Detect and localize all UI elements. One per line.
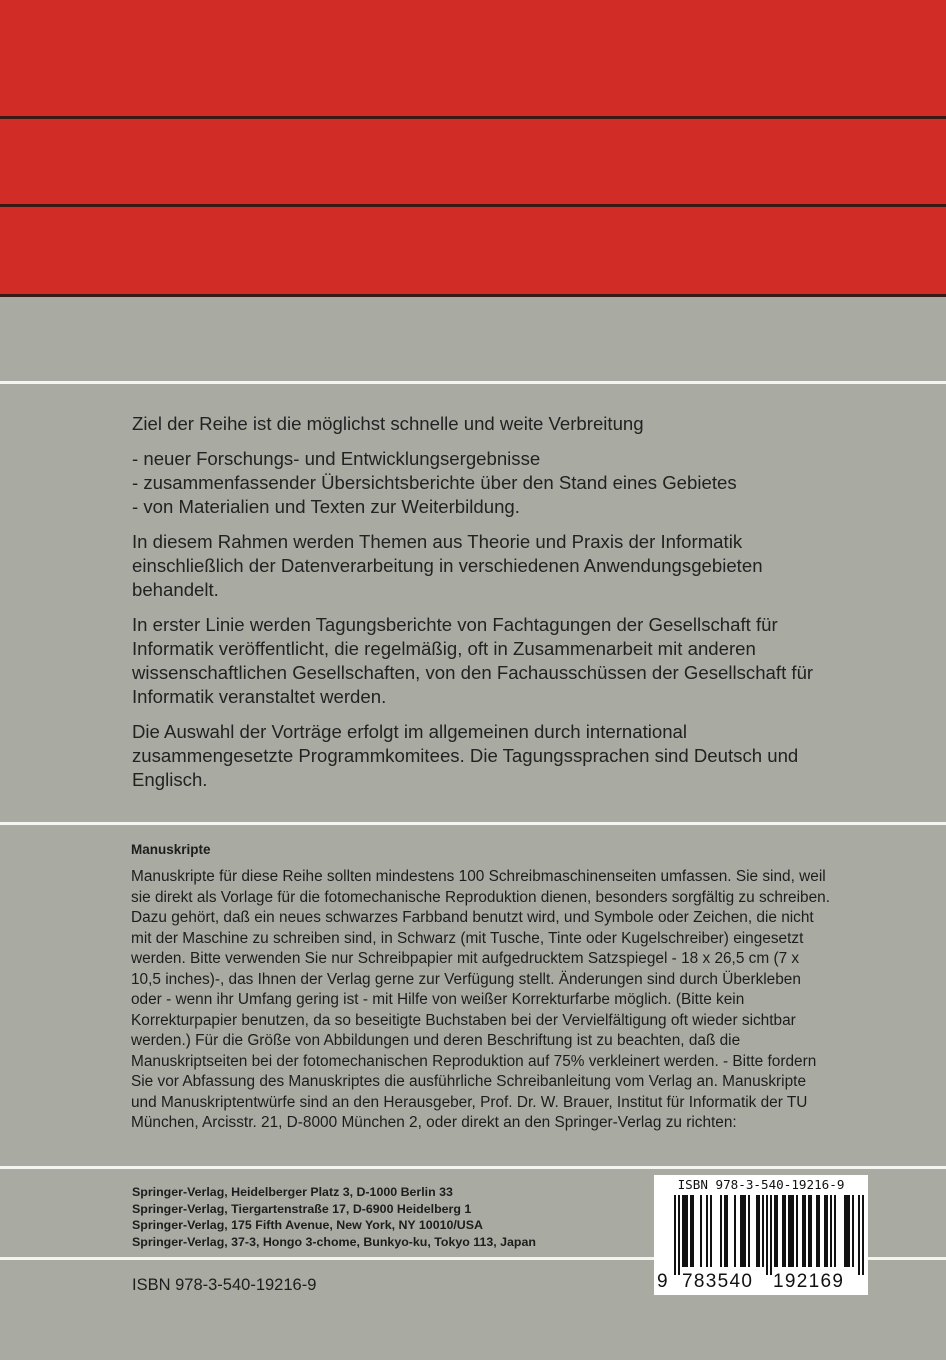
series-description <box>132 412 832 803</box>
barcode-bar <box>776 1195 778 1267</box>
barcode-bar <box>686 1195 688 1267</box>
barcode-bar <box>804 1195 806 1267</box>
barcode-isbn-label: ISBN 978-3-540-19216-9 <box>677 1177 845 1192</box>
barcode-bar <box>758 1195 760 1267</box>
intro-lead: Ziel der Reihe ist die möglichst schnelle und weite Verbreitung <box>132 413 644 434</box>
barcode-bar <box>796 1195 798 1267</box>
barcode-bar <box>848 1195 850 1267</box>
barcode-bar <box>810 1195 812 1267</box>
address-line: Springer-Verlag, Tiergartenstraße 17, D-6900 Heidelberg 1 <box>132 1201 472 1216</box>
barcode-guard-bar <box>770 1195 772 1275</box>
barcode-bar <box>834 1195 836 1267</box>
section-rule <box>0 822 946 825</box>
red-band-bottom <box>0 207 946 294</box>
barcode-bar <box>788 1195 790 1267</box>
section-rule <box>0 381 946 384</box>
manuscripts-heading: Manuskripte <box>131 842 211 857</box>
intro-bullet-list <box>132 447 832 519</box>
band-divider <box>0 294 946 297</box>
barcode-bar <box>818 1195 820 1267</box>
barcode-bar <box>830 1195 832 1267</box>
barcode-bar <box>756 1195 758 1267</box>
barcode-bar <box>720 1195 722 1267</box>
paragraph-selection: Die Auswahl der Vorträge erfolgt im allgemeinen durch international zusammengesetzte Programmkomitees. Die Tagungssprachen sind Deutsch und Englisch. <box>132 721 799 790</box>
barcode-bar <box>816 1195 818 1267</box>
barcode-guard-bar <box>862 1195 864 1275</box>
list-item: - zusammenfassender Übersichtsberichte über den Stand eines Gebietes <box>132 472 737 493</box>
barcode-bar <box>740 1195 742 1267</box>
list-item: - von Materialien und Texten zur Weiterbildung. <box>132 496 520 517</box>
barcode-bar <box>734 1195 736 1267</box>
barcode-bar <box>690 1195 692 1267</box>
barcode-bar <box>682 1195 684 1267</box>
barcode-bar <box>692 1195 694 1267</box>
barcode-bar <box>824 1195 826 1267</box>
barcode-bar <box>808 1195 810 1267</box>
barcode-bar <box>710 1195 712 1267</box>
barcode-bar <box>700 1195 702 1267</box>
barcode-bar <box>762 1195 764 1267</box>
barcode-bar <box>774 1195 776 1267</box>
manuscripts-section <box>131 841 831 1134</box>
barcode-bar <box>684 1195 686 1267</box>
publisher-addresses <box>132 1184 536 1250</box>
barcode-bar <box>802 1195 804 1267</box>
barcode-bar <box>846 1195 848 1267</box>
barcode-bar <box>790 1195 792 1267</box>
barcode-guard-bar <box>678 1195 680 1275</box>
barcode-right-group: 192169 <box>773 1271 845 1292</box>
barcode-bars <box>658 1195 864 1275</box>
red-band-top <box>0 0 946 116</box>
paragraph-scope: In diesem Rahmen werden Themen aus Theorie und Praxis der Informatik einschließlich der Datenverarbeitung in verschiedenen Anwendungsgebieten behandelt. <box>132 531 763 600</box>
address-line: Springer-Verlag, 37-3, Hongo 3-chome, Bunkyo-ku, Tokyo 113, Japan <box>132 1234 536 1249</box>
list-item: - neuer Forschungs- und Entwicklungsergebnisse <box>132 448 541 469</box>
barcode-bar <box>742 1195 744 1267</box>
barcode-bar <box>826 1195 828 1267</box>
barcode-bar <box>744 1195 746 1267</box>
barcode-guard-bar <box>766 1195 768 1275</box>
barcode-left-group: 783540 <box>682 1271 754 1292</box>
red-band-middle <box>0 119 946 204</box>
barcode-bar <box>726 1195 728 1267</box>
address-line: Springer-Verlag, Heidelberger Platz 3, D-1000 Berlin 33 <box>132 1185 453 1199</box>
barcode-bar <box>852 1195 854 1267</box>
barcode-bar <box>706 1195 708 1267</box>
barcode-guard-bar <box>674 1195 676 1275</box>
barcode-bar <box>784 1195 786 1267</box>
barcode-bar <box>792 1195 794 1267</box>
address-line: Springer-Verlag, 175 Fifth Avenue, New York, NY 10010/USA <box>132 1218 483 1233</box>
barcode-first-digit: 9 <box>657 1271 668 1292</box>
barcode-bar <box>724 1195 726 1267</box>
isbn-text: ISBN 978-3-540-19216-9 <box>132 1276 317 1294</box>
manuscripts-body: Manuskripte für diese Reihe sollten mindestens 100 Schreibmaschinenseiten umfassen. Sie sind, weil sie direkt als Vorlage für die fotomechanische Reproduktion dienen, besonders sorgfältig zu schreiben. Dazu gehört, daß ein neues schwarzes Farbband benutzt wird, und Symbole oder Zeichen, die nicht mit der Maschine zu schreiben sind, in Schwarz (mit Tusche, Tinte oder Kugelschreiber) eingesetzt werden. Bitte verwenden Sie nur Schreibpapier mit aufgedrucktem Satzspiegel - 18 x 26,5 cm (7 x 10,5 inches)-, das Ihnen der Verlag gerne zur Verfügung stellt. Änderungen sind durch Überkleben oder - wenn ihr Umfang gering ist - mit Hilfe von weißer Korrekturfarbe möglich. (Bitte kein Korrekturpapier benutzen, da so beseitigte Buchstaben bei der Vervielfältigung oft wieder sichtbar werden.) Für die Größe von Abbildungen und deren Beschriftung ist zu beachten, daß die Manuskriptseiten bei der fotomechanischen Reproduktion auf 75% verkleinert werden. - Bitte fordern Sie vor Abfassung des Manuskriptes die ausführliche Schreibanleitung vom Verlag an. Manuskripte und Manuskriptentwürfe sind an den Herausgeber, Prof. Dr. W. Brauer, Institut für Informatik der TU München, Arcisstr. 21, D-8000 München 2, oder direkt an den Springer-Verlag zu richten: <box>131 868 830 1131</box>
barcode <box>654 1175 868 1295</box>
barcode-guard-bar <box>858 1195 860 1275</box>
barcode-bar <box>782 1195 784 1267</box>
section-rule <box>0 1166 946 1169</box>
barcode-bar <box>844 1195 846 1267</box>
paragraph-proceedings: In erster Linie werden Tagungsberichte von Fachtagungen der Gesellschaft für Informatik veröffentlicht, die regelmäßig, oft in Zusammenarbeit mit anderen wissenschaftlichen Gesellschaften, von den Fachausschüssen der Gesellschaft für Informatik veranstaltet werden. <box>132 614 814 707</box>
barcode-bar <box>748 1195 750 1267</box>
